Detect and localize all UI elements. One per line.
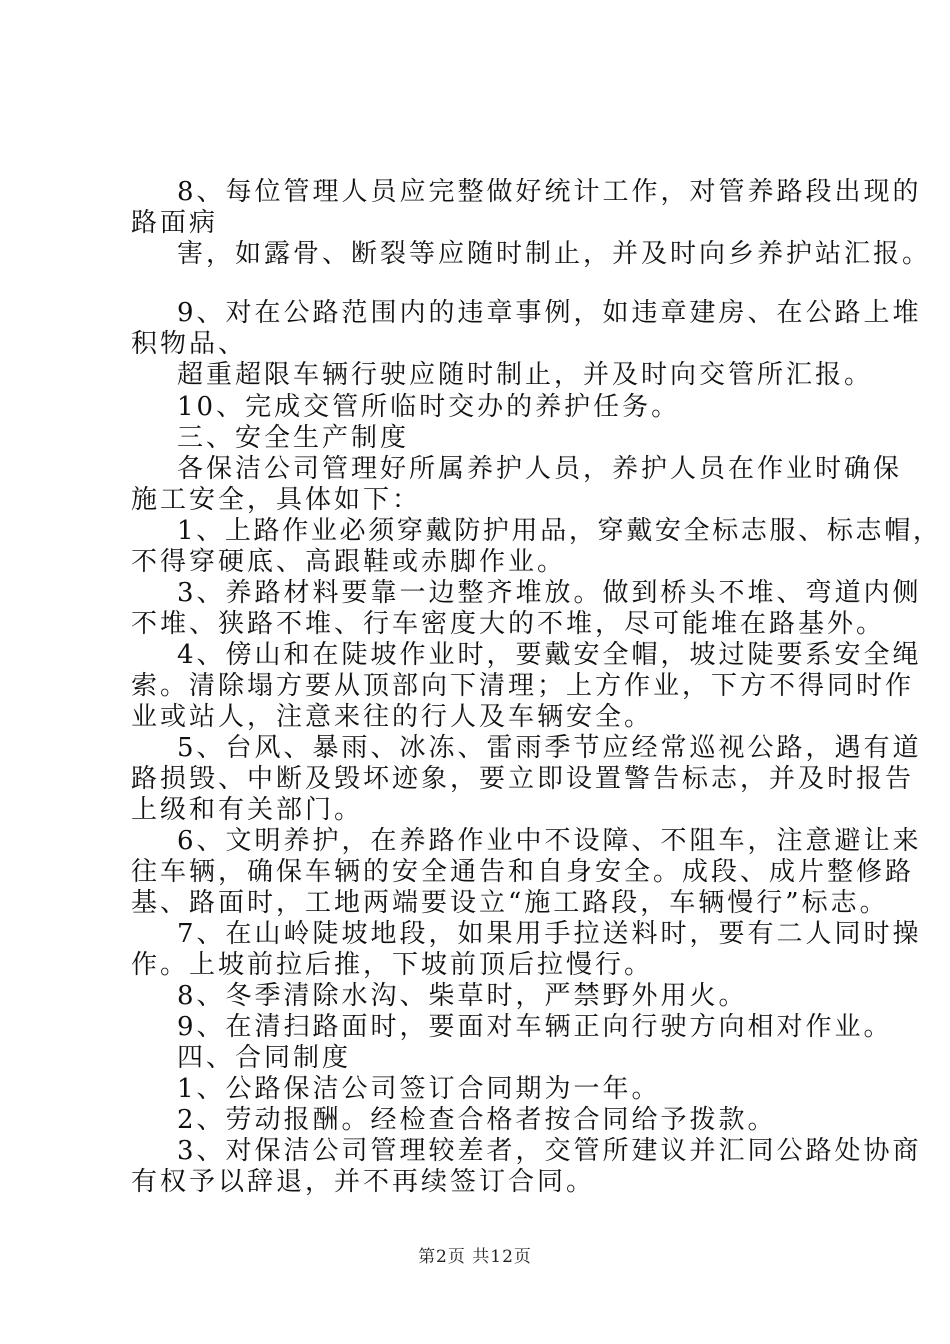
text-line: 路面病 — [131, 208, 219, 238]
section-heading: 三、安全生产制度 — [177, 423, 410, 453]
text-line: 超重超限车辆行驶应随时制止，并及时向交管所汇报。 — [177, 360, 874, 390]
text-line: 8、每位管理人员应完整做好统计工作，对管养路段出现的 — [177, 177, 922, 207]
text-line: 索。清除塌方要从顶部向下清理；上方作业，下方不得同时作 — [131, 671, 915, 701]
text-line: 5、台风、暴雨、冰冻、雷雨季节应经常巡视公路，遇有道 — [177, 733, 922, 763]
text-line: 业或站人，注意来往的行人及车辆安全。 — [131, 702, 654, 732]
text-line: 3、对保洁公司管理较差者，交管所建议并汇同公路处协商 — [177, 1136, 922, 1166]
text-line: 9、在清扫路面时，要面对车辆正向行驶方向相对作业。 — [177, 1012, 893, 1042]
text-line: 害，如露骨、断裂等应随时制止，并及时向乡养护站汇报。 — [177, 239, 932, 269]
text-line: 4、傍山和在陡坡作业时，要戴安全帽，坡过陡要系安全绳 — [177, 640, 922, 670]
section-heading: 四、合同制度 — [177, 1043, 352, 1073]
text-line: 路损毁、中断及毁坏迹象，要立即设置警告标志，并及时报告 — [131, 764, 915, 794]
text-line: 2、劳动报酬。经检查合格者按合同给予拨款。 — [177, 1105, 777, 1135]
text-line: 各保洁公司管理好所属养护人员，养护人员在作业时确保 — [177, 454, 903, 484]
text-line: 3、养路材料要靠一边整齐堆放。做到桥头不堆、弯道内侧 — [177, 578, 922, 608]
text-line: 上级和有关部门。 — [131, 795, 364, 825]
text-line: 不堆、狭路不堆、行车密度大的不堆，尽可能堆在路基外。 — [131, 609, 886, 639]
text-line: 不得穿硬底、高跟鞋或赤脚作业。 — [131, 547, 567, 577]
text-line: 8、冬季清除水沟、柴草时，严禁野外用火。 — [177, 981, 748, 1011]
text-line: 7、在山岭陡坡地段，如果用手拉送料时，要有二人同时操 — [177, 919, 922, 949]
text-line: 积物品、 — [131, 329, 248, 359]
text-line: 1、上路作业必须穿戴防护用品，穿戴安全标志服、标志帽， — [177, 516, 942, 546]
page-number: 第2页 共12页 — [418, 1247, 532, 1267]
text-line: 施工安全，具体如下： — [131, 485, 422, 515]
text-line: 有权予以辞退，并不再续签订合同。 — [131, 1167, 596, 1197]
text-line: 基、路面时，工地两端要设立“施工路段，车辆慢行”标志。 — [131, 888, 889, 918]
text-line: 9、对在公路范围内的违章事例，如违章建房、在公路上堆 — [177, 298, 922, 328]
text-line: 往车辆，确保车辆的安全通告和自身安全。成段、成片整修路 — [131, 857, 915, 887]
text-line: 1、公路保洁公司签订合同期为一年。 — [177, 1074, 661, 1104]
text-line: 作。上坡前拉后推，下坡前顶后拉慢行。 — [131, 950, 654, 980]
text-line: 10、完成交管所临时交办的养护任务。 — [177, 392, 681, 422]
text-line: 6、文明养护，在养路作业中不设障、不阻车，注意避让来 — [177, 826, 922, 856]
